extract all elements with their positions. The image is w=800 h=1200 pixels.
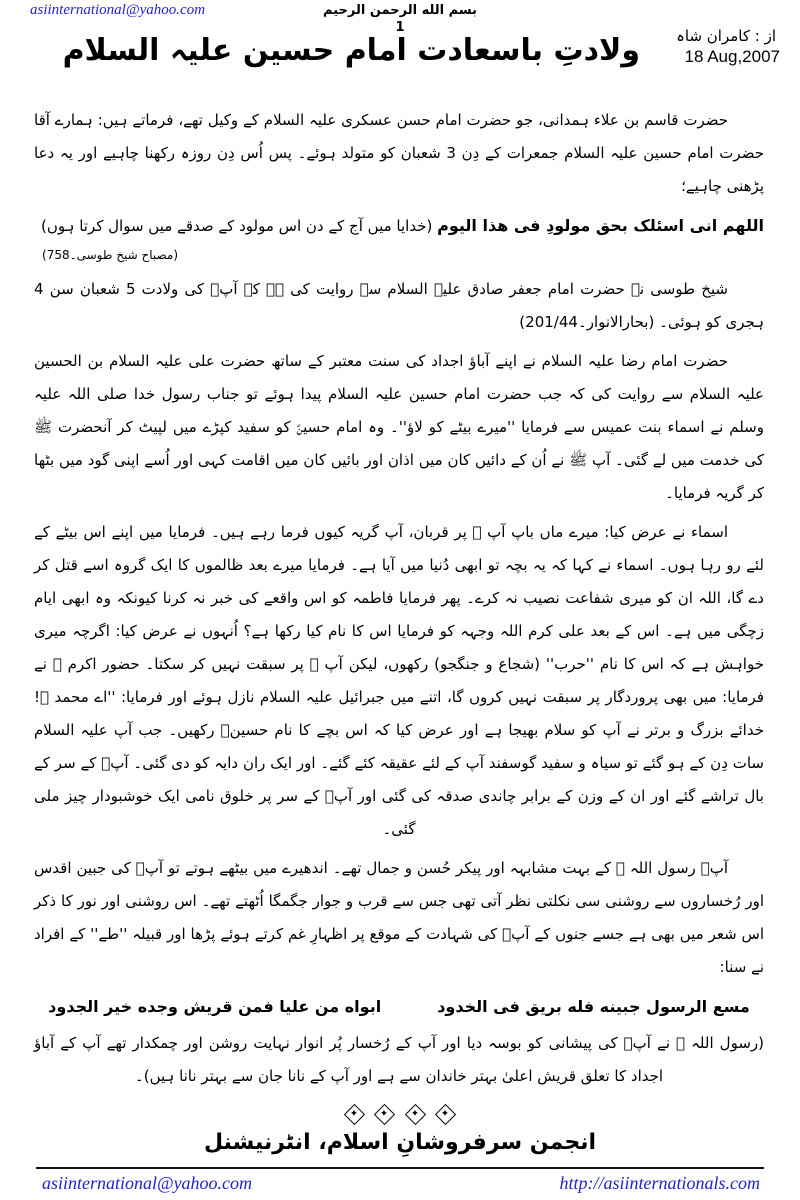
- author-byline: از : کامران شاہ: [676, 27, 776, 45]
- footer-divider: [36, 1167, 764, 1169]
- couplet-second-hemistich: ابواه من عليا فمن قريش وجده خير الجدود: [48, 997, 382, 1016]
- document-body: [0, 100, 800, 1093]
- date-text: 18 Aug,2007: [684, 47, 780, 66]
- bismillah-text: بسم الله الرحمن الرحيم: [323, 3, 477, 18]
- star-ornament-icon: ✦: [374, 1104, 395, 1125]
- page-header: [0, 0, 800, 100]
- dua-line: [34, 209, 764, 243]
- dua-arabic: اللهم انى اسئلک بحق مولودِ فى هذا اليوم: [437, 216, 764, 235]
- ornament-row: [0, 1104, 800, 1124]
- footer-links: [0, 1173, 800, 1194]
- paragraph-imam-raza-riwayat: حضرت امام رضا علیہ السلام نے اپنے آباؤ اجداد کی سنت معتبر کے ساتھ حضرت علی علیہ السلام بن الحسین علیہ السلام سے روایت کی کہ جب حضرت امام حسین علیہ السلام پیدا ہوئے تو جناب رسول خدا صلی اللہ علیہ وسلم نے اسماء بنت عمیس سے فرمایا ''میرے بیٹے کو لاؤ''۔ وہ امام حسینؑ کو سفید کپڑے میں لپیٹ کر آنحضرت ﷺ کی خدمت میں لے گئی۔ آپ ﷺ نے اُن کے دائیں کان میں اذان اور بائیں کان میں اقامت کہی اور اُسے اپنی گود میں بٹھا کر گریہ فرمایا۔: [34, 352, 764, 502]
- star-ornament-icon: ✦: [404, 1104, 425, 1125]
- header-email-link[interactable]: asiinternational@yahoo.com: [30, 2, 206, 18]
- footer-website-link[interactable]: http://asiinternationals.com: [559, 1173, 760, 1193]
- document-title: ولادتِ باسعادت امام حسین علیہ السلام: [62, 33, 640, 68]
- star-ornament-icon: ✦: [344, 1104, 365, 1125]
- couplet-translation: (رسول اللہ ﷺ نے آپؑ کی پیشانی کو بوسہ دیا اور آپ کے رُخسار پُر انوار نہایت روشن اور چمکدار تھے آپ کے آباؤ اجداد کا تعلق قریش اعلیٰ بہتر خاندان سے ہے اور آپ کے نانا جان سے بہتر نانا ہیں)۔: [34, 1034, 764, 1085]
- page-footer: [0, 1104, 800, 1194]
- paragraph-asma-dialogue: اسماء نے عرض کیا: میرے ماں باپ آپ ﷺ پر قربان، آپ گریہ کیوں فرما رہے ہیں۔ فرمایا میں اپنے اس بیٹے کے لئے رو رہا ہوں۔ اسماء نے کہا کہ یہ بچہ تو ابھی دُنیا میں آیا ہے۔ فرمایا میرے بعد ظالموں کا ایک گروہ اسے قتل کر دے گا، اللہ ان کو میری شفاعت نصیب نہ کرے۔ پھر فرمایا فاطمہ کو اس واقعے کی خبر نہ کرنا کیونکہ وہ ابھی ایام زچگی میں ہے۔ اس کے بعد علی کرم اللہ وجہہ کو فرمایا اس کا نام کیا رکھا ہے؟ اُنہوں نے عرض کیا: اگرچہ میری خواہش ہے کہ اس کا نام ''حرب'' (شجاع و جنگجو) رکھوں، لیکن آپ ﷺ پر سبقت نہیں کر سکتا۔ حضور اکرم ﷺ نے فرمایا: میں بھی پروردگار پر سبقت نہیں کروں گا، اتنے میں جبرائیل علیہ السلام نازل ہوئے اور فرمایا: ''اے محمد ﷺ! خدائے بزرگ و برتر نے آپ کو سلام بھیجا ہے اور عرض کیا کہ اس بچے کا نام حسینؑ رکھیں۔ جب آپ علیہ السلام سات دِن کے ہو گئے تو سیاہ و سفید گوسفند آپ کے لئے عقیقہ کئے گئے۔ اور ایک ران دایہ کو دی گئی۔ آپؑ کے سر کے بال تراشے گئے اور ان کے وزن کے برابر چاندی صدقہ کی گئی اور آپؑ کے سر پر خلوق نامی ایک خوشبودار چیز ملی گئی۔: [34, 523, 764, 838]
- arabic-couplet: [34, 990, 764, 1023]
- dua-translation: (خدایا میں آج کے دن اس مولود کے صدقے میں سوال کرتا ہوں): [41, 217, 433, 235]
- paragraph-noor-description: آپؑ رسول اللہ ﷺ کے بہت مشابہہ اور پیکر حُسن و جمال تھے۔ اندھیرے میں بیٹھے ہوتے تو آپؑ کی جبین اقدس اور رُخساروں سے روشنی سی نکلتی نظر آتی تھی جس سے قرب و جوار جگمگا اُٹھتے تھے۔ اس روشنی اور نور کا ذکر اس شعر میں بھی ہے جسے جنوں کے آپؑ کی شہادت کے موقع پر اظہارِ غم کرتے ہوئے پڑھا اور قبیلہ ''طے'' کے افراد نے سنا:: [34, 859, 764, 976]
- page-number: 1: [395, 20, 405, 35]
- paragraph-narrator: حضرت قاسم بن علاء ہمدانی، جو حضرت امام حسن عسکری علیہ السلام کے وکیل تھے، فرماتے ہیں: ہمارے آقا حضرت امام حسین علیہ السلام جمعرات کے دِن 3 شعبان کو متولد ہوئے۔ پس اُس دِن روزہ رکھنا چاہیے اور یہ دعا پڑھنی چاہیے؛: [34, 111, 764, 195]
- couplet-first-hemistich: مسع الرسول جبينه فله بريق فى الخدود: [437, 997, 750, 1016]
- organization-name: انجمن سرفروشانِ اسلام، انٹرنیشنل: [203, 1130, 596, 1155]
- reference-misbah: (مصباح شیخ طوسی۔758): [42, 248, 179, 262]
- footer-email-link[interactable]: asiinternational@yahoo.com: [42, 1173, 253, 1193]
- star-ornament-icon: ✦: [435, 1104, 456, 1125]
- paragraph-sheikh-tusi: شیخ طوسی نے حضرت امام جعفر صادق علیہ السلام سے روایت کی ہے کہ آپؑ کی ولادت 5 شعبان سن 4 ہجری کو ہوئی۔ (بحارالانوار۔201/44): [34, 280, 764, 331]
